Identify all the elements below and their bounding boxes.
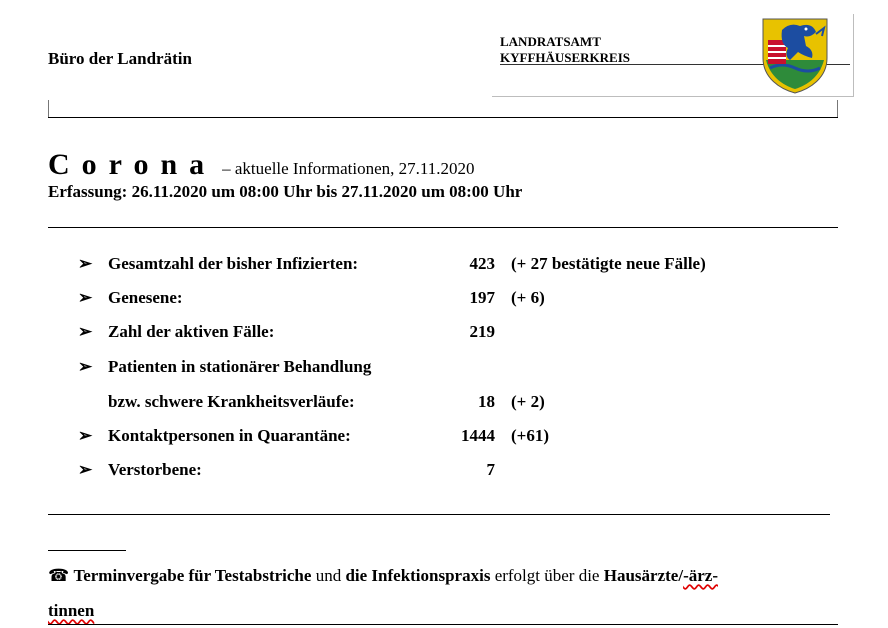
list-divider — [48, 514, 830, 515]
testing-note — [48, 566, 718, 586]
note-infection-practice: die Infektionspraxis — [345, 566, 491, 585]
header-divider — [48, 117, 838, 118]
stat-value: 197 — [469, 288, 495, 307]
authority-name — [500, 34, 630, 66]
stat-label: Genesene: — [108, 288, 183, 307]
spellcheck-flagged-word: tinnen — [48, 601, 95, 620]
arrow-bullet-icon: ➢ — [78, 288, 93, 307]
authority-line-1: LANDRATSAMT — [500, 34, 601, 49]
stat-value: 18 — [478, 392, 495, 411]
arrow-bullet-icon: ➢ — [78, 426, 93, 445]
note-text: erfolgt über die — [490, 566, 604, 585]
footnote-separator — [48, 550, 126, 551]
title-line — [48, 148, 475, 182]
bottom-divider — [48, 624, 838, 625]
note-continuation — [48, 601, 94, 621]
page-subtitle: – aktuelle Informationen, 27.11.2020 — [222, 159, 475, 178]
title-divider — [48, 227, 838, 228]
note-testing-appointments: Terminvergabe für Testabstriche — [73, 566, 312, 585]
stat-label: Patienten in stationärer Behandlung — [108, 357, 372, 376]
authority-line-2: KYFFHÄUSERKREIS — [500, 50, 631, 65]
spellcheck-flagged-word: -ärz- — [683, 566, 718, 585]
arrow-bullet-icon: ➢ — [78, 254, 93, 273]
stat-label: Verstorbene: — [108, 460, 202, 479]
stat-delta: (+61) — [511, 426, 550, 445]
telephone-icon: ☎ — [48, 566, 70, 585]
stat-value: 423 — [469, 254, 495, 273]
stat-value: 1444 — [461, 426, 495, 445]
stat-delta: (+ 6) — [511, 288, 545, 307]
reporting-period: Erfassung: 26.11.2020 um 08:00 Uhr bis 27.11.2020 um 08:00 Uhr — [48, 182, 523, 201]
margin-tick-right — [837, 100, 838, 117]
margin-tick-left — [48, 100, 49, 117]
coat-of-arms-lion-icon — [760, 16, 830, 94]
stat-label: Zahl der aktiven Fälle: — [108, 322, 275, 341]
page-title: Corona — [48, 148, 217, 181]
office-name: Büro der Landrätin — [48, 49, 192, 68]
arrow-bullet-icon: ➢ — [78, 357, 93, 376]
stat-delta: (+ 2) — [511, 392, 545, 411]
stat-value: 7 — [486, 460, 495, 479]
arrow-bullet-icon: ➢ — [78, 460, 93, 479]
stat-delta: (+ 27 bestätigte neue Fälle) — [511, 254, 706, 273]
stat-label: bzw. schwere Krankheitsverläufe: — [108, 392, 355, 411]
note-doctors: Hausärzte/ — [603, 566, 684, 585]
stat-label: Kontaktpersonen in Quarantäne: — [108, 426, 351, 445]
stat-value: 219 — [469, 322, 495, 341]
stat-label: Gesamtzahl der bisher Infizierten: — [108, 254, 359, 273]
note-text: und — [311, 566, 346, 585]
arrow-bullet-icon: ➢ — [78, 322, 93, 341]
